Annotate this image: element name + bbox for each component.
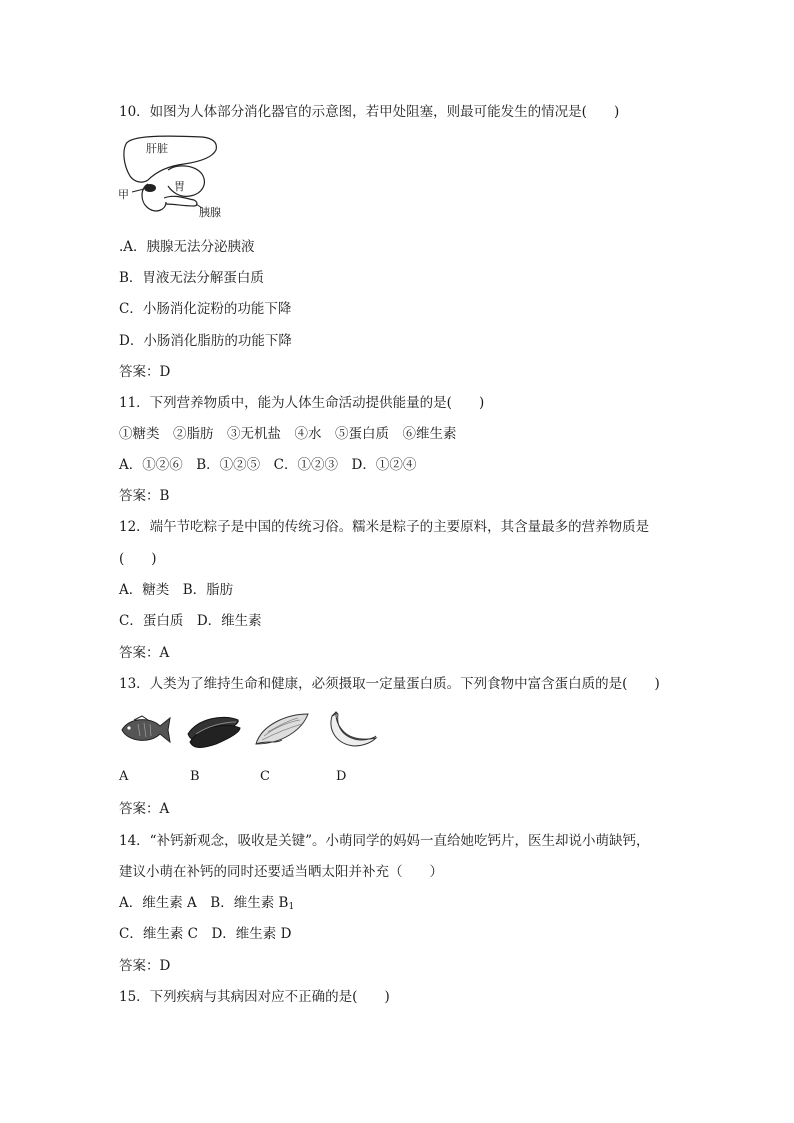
q12-stem-line2: ( )	[119, 551, 157, 567]
label-pancreas: 胰腺	[199, 206, 221, 219]
q10-option-a: .A．胰腺无法分泌胰液	[119, 239, 255, 255]
q11-stem: 11．下列营养物质中，能为人体生命活动提供能量的是( )	[119, 395, 485, 411]
q14-options-line2: C．维生素 C D．维生素 D	[119, 926, 292, 942]
q13-stem: 13．人类为了维持生命和健康，必须摄取一定量蛋白质。下列食物中富含蛋白质的是( )	[119, 676, 660, 692]
q10-answer: 答案：D	[119, 364, 171, 380]
q13-label-a: A	[119, 769, 129, 784]
q14-stem-line1: 14．“补钙新观念，吸收是关键”。小萌同学的妈妈一直给她吃钙片，医生却说小萌缺钙，	[119, 833, 650, 849]
fish-icon	[118, 712, 174, 748]
q11-options: A．①②⑥ B．①②⑤ C．①②③ D．①②④	[119, 457, 417, 473]
q15-stem: 15．下列疾病与其病因对应不正确的是( )	[119, 989, 390, 1005]
label-stomach: 胃	[174, 180, 185, 193]
pancreas-shape	[164, 196, 197, 206]
q12-answer: 答案：A	[119, 645, 170, 661]
q13-label-b: B	[190, 769, 200, 784]
gallbladder-shape	[144, 184, 156, 192]
q10-option-b: B．胃液无法分解蛋白质	[119, 270, 264, 286]
q12-stem-line1: 12．端午节吃粽子是中国的传统习俗。糯米是粽子的主要原料，其含量最多的营养物质是	[119, 519, 650, 535]
q10-option-d: D．小肠消化脂肪的功能下降	[119, 333, 292, 349]
corn-icon	[252, 710, 312, 750]
q10-stem: 10．如图为人体部分消化器官的示意图，若甲处阻塞，则最可能发生的情况是( )	[119, 104, 620, 120]
eggplant-icon	[184, 712, 242, 750]
q14-answer: 答案：D	[119, 958, 171, 974]
q14-subscript: 1	[288, 902, 295, 912]
q14-stem-line2: 建议小萌在补钙的同时还要适当晒太阳并补充（ ）	[119, 864, 443, 880]
q11-items: ①糖类 ②脂肪 ③无机盐 ④水 ⑤蛋白质 ⑥维生素	[119, 426, 457, 442]
q11-answer: 答案：B	[119, 488, 170, 504]
label-liver: 肝脏	[146, 142, 168, 155]
q13-label-d: D	[336, 769, 347, 784]
q13-answer: 答案：A	[119, 801, 170, 817]
q10-option-c: C．小肠消化淀粉的功能下降	[119, 301, 292, 317]
q14-options-line1	[119, 894, 294, 916]
label-jia: 甲	[118, 188, 129, 201]
q12-options-line1: A．糖类 B．脂肪	[119, 582, 234, 598]
q12-options-line2: C．蛋白质 D．维生素	[119, 613, 262, 629]
q13-label-c: C	[260, 769, 270, 784]
q14-option-ab: A．维生素 A B．维生素 B	[119, 895, 289, 911]
banana-icon	[324, 710, 378, 752]
